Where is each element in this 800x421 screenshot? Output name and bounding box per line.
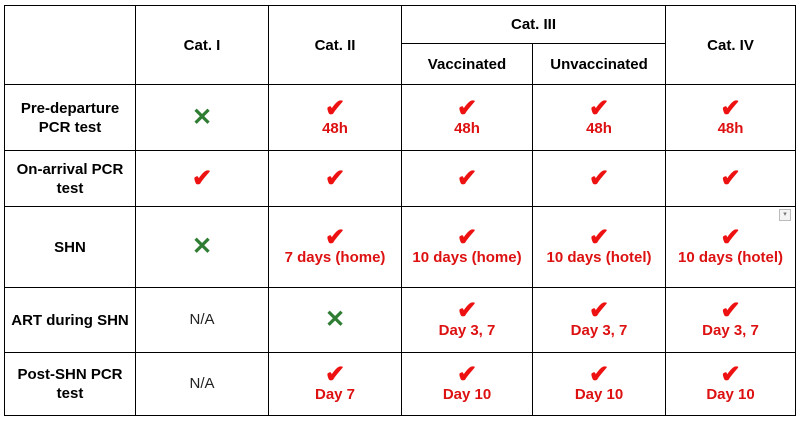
checkmark-icon: ✔ xyxy=(720,224,741,251)
row-label: ART during SHN xyxy=(5,288,136,353)
header-cat-4: Cat. IV xyxy=(666,6,796,85)
corner-cell xyxy=(5,6,136,85)
header-cat-3-unvaccinated: Unvaccinated xyxy=(533,44,666,85)
cell-note: Day 10 xyxy=(574,386,624,403)
header-cat-3: Cat. III xyxy=(402,6,666,44)
cell-cat-3-vaccinated xyxy=(402,207,533,288)
requirements-table xyxy=(4,5,796,416)
header-cat-1: Cat. I xyxy=(136,6,269,85)
checkmark-icon: ✔ xyxy=(588,361,610,388)
cell-text: N/A xyxy=(189,311,215,328)
cell-cat-3-vaccinated xyxy=(402,288,533,353)
checkmark-icon: ✔ xyxy=(588,94,610,122)
cell-note: 48h xyxy=(586,119,612,137)
cross-icon: ✕ xyxy=(191,233,213,260)
cell-cat-2 xyxy=(269,353,402,416)
checkmark-icon: ✔ xyxy=(456,94,478,122)
checkmark-icon: ✔ xyxy=(588,297,610,324)
cell-cat-1 xyxy=(136,207,269,288)
header-cat-3-vaccinated: Vaccinated xyxy=(402,44,533,85)
checkmark-icon: ✔ xyxy=(588,164,610,192)
table-row xyxy=(5,207,796,288)
cell-note: 10 days (home) xyxy=(412,249,522,266)
cell-cat-4 xyxy=(666,353,796,416)
cell-note: Day 7 xyxy=(314,386,356,403)
table-row xyxy=(5,151,796,207)
cell-dropdown-icon[interactable]: ▾ xyxy=(779,209,791,221)
cell-cat-2 xyxy=(269,151,402,207)
cell-note: 7 days (home) xyxy=(284,249,386,266)
cell-cat-4 xyxy=(666,207,796,288)
checkmark-icon: ✔ xyxy=(588,224,610,251)
cell-cat-2 xyxy=(269,85,402,151)
checkmark-icon: ✔ xyxy=(324,94,346,122)
cross-icon: ✕ xyxy=(324,306,346,333)
checkmark-icon: ✔ xyxy=(456,164,478,192)
cell-cat-3-unvaccinated xyxy=(533,288,666,353)
cell-cat-3-unvaccinated xyxy=(533,207,666,288)
cell-note: 48h xyxy=(454,119,480,137)
cell-note: Day 3, 7 xyxy=(570,322,628,339)
row-label: On-arrival PCR test xyxy=(5,151,136,207)
cell-cat-3-unvaccinated xyxy=(533,85,666,151)
cell-cat-1 xyxy=(136,288,269,353)
cell-cat-2 xyxy=(269,288,402,353)
cell-cat-1 xyxy=(136,151,269,207)
checkmark-icon: ✔ xyxy=(456,361,478,388)
checkmark-icon: ✔ xyxy=(720,297,741,324)
checkmark-icon: ✔ xyxy=(324,164,346,192)
row-label: Post-SHN PCR test xyxy=(5,353,136,416)
cell-cat-1 xyxy=(136,353,269,416)
checkmark-icon: ✔ xyxy=(324,361,346,388)
cell-cat-3-unvaccinated xyxy=(533,151,666,207)
cross-icon: ✕ xyxy=(191,103,213,131)
checkmark-icon: ✔ xyxy=(324,224,346,251)
header-cat-2: Cat. II xyxy=(269,6,402,85)
cell-cat-3-vaccinated xyxy=(402,85,533,151)
cell-note: 48h xyxy=(322,119,348,137)
checkmark-icon: ✔ xyxy=(456,224,478,251)
cell-cat-4 xyxy=(666,288,796,353)
checkmark-icon: ✔ xyxy=(191,164,213,192)
cell-note: 10 days (hotel) xyxy=(546,249,652,266)
cell-note: Day 3, 7 xyxy=(438,322,496,339)
cell-cat-4 xyxy=(666,85,796,151)
table-row xyxy=(5,353,796,416)
cell-note: 48h xyxy=(717,119,744,137)
cell-text: N/A xyxy=(189,375,215,392)
cell-cat-4 xyxy=(666,151,796,207)
checkmark-icon: ✔ xyxy=(720,164,741,192)
cell-note: Day 10 xyxy=(706,386,755,403)
cell-cat-3-vaccinated xyxy=(402,353,533,416)
cell-cat-2 xyxy=(269,207,402,288)
checkmark-icon: ✔ xyxy=(720,94,741,122)
cell-note: Day 10 xyxy=(442,386,492,403)
row-label: Pre-departure PCR test xyxy=(5,85,136,151)
cell-cat-3-unvaccinated xyxy=(533,353,666,416)
row-label: SHN xyxy=(5,207,136,288)
table-row xyxy=(5,288,796,353)
cell-cat-3-vaccinated xyxy=(402,151,533,207)
checkmark-icon: ✔ xyxy=(720,361,741,388)
table-row xyxy=(5,85,796,151)
checkmark-icon: ✔ xyxy=(456,297,478,324)
cell-note: 10 days (hotel) xyxy=(678,249,784,266)
cell-note: Day 3, 7 xyxy=(702,322,759,339)
cell-cat-1 xyxy=(136,85,269,151)
